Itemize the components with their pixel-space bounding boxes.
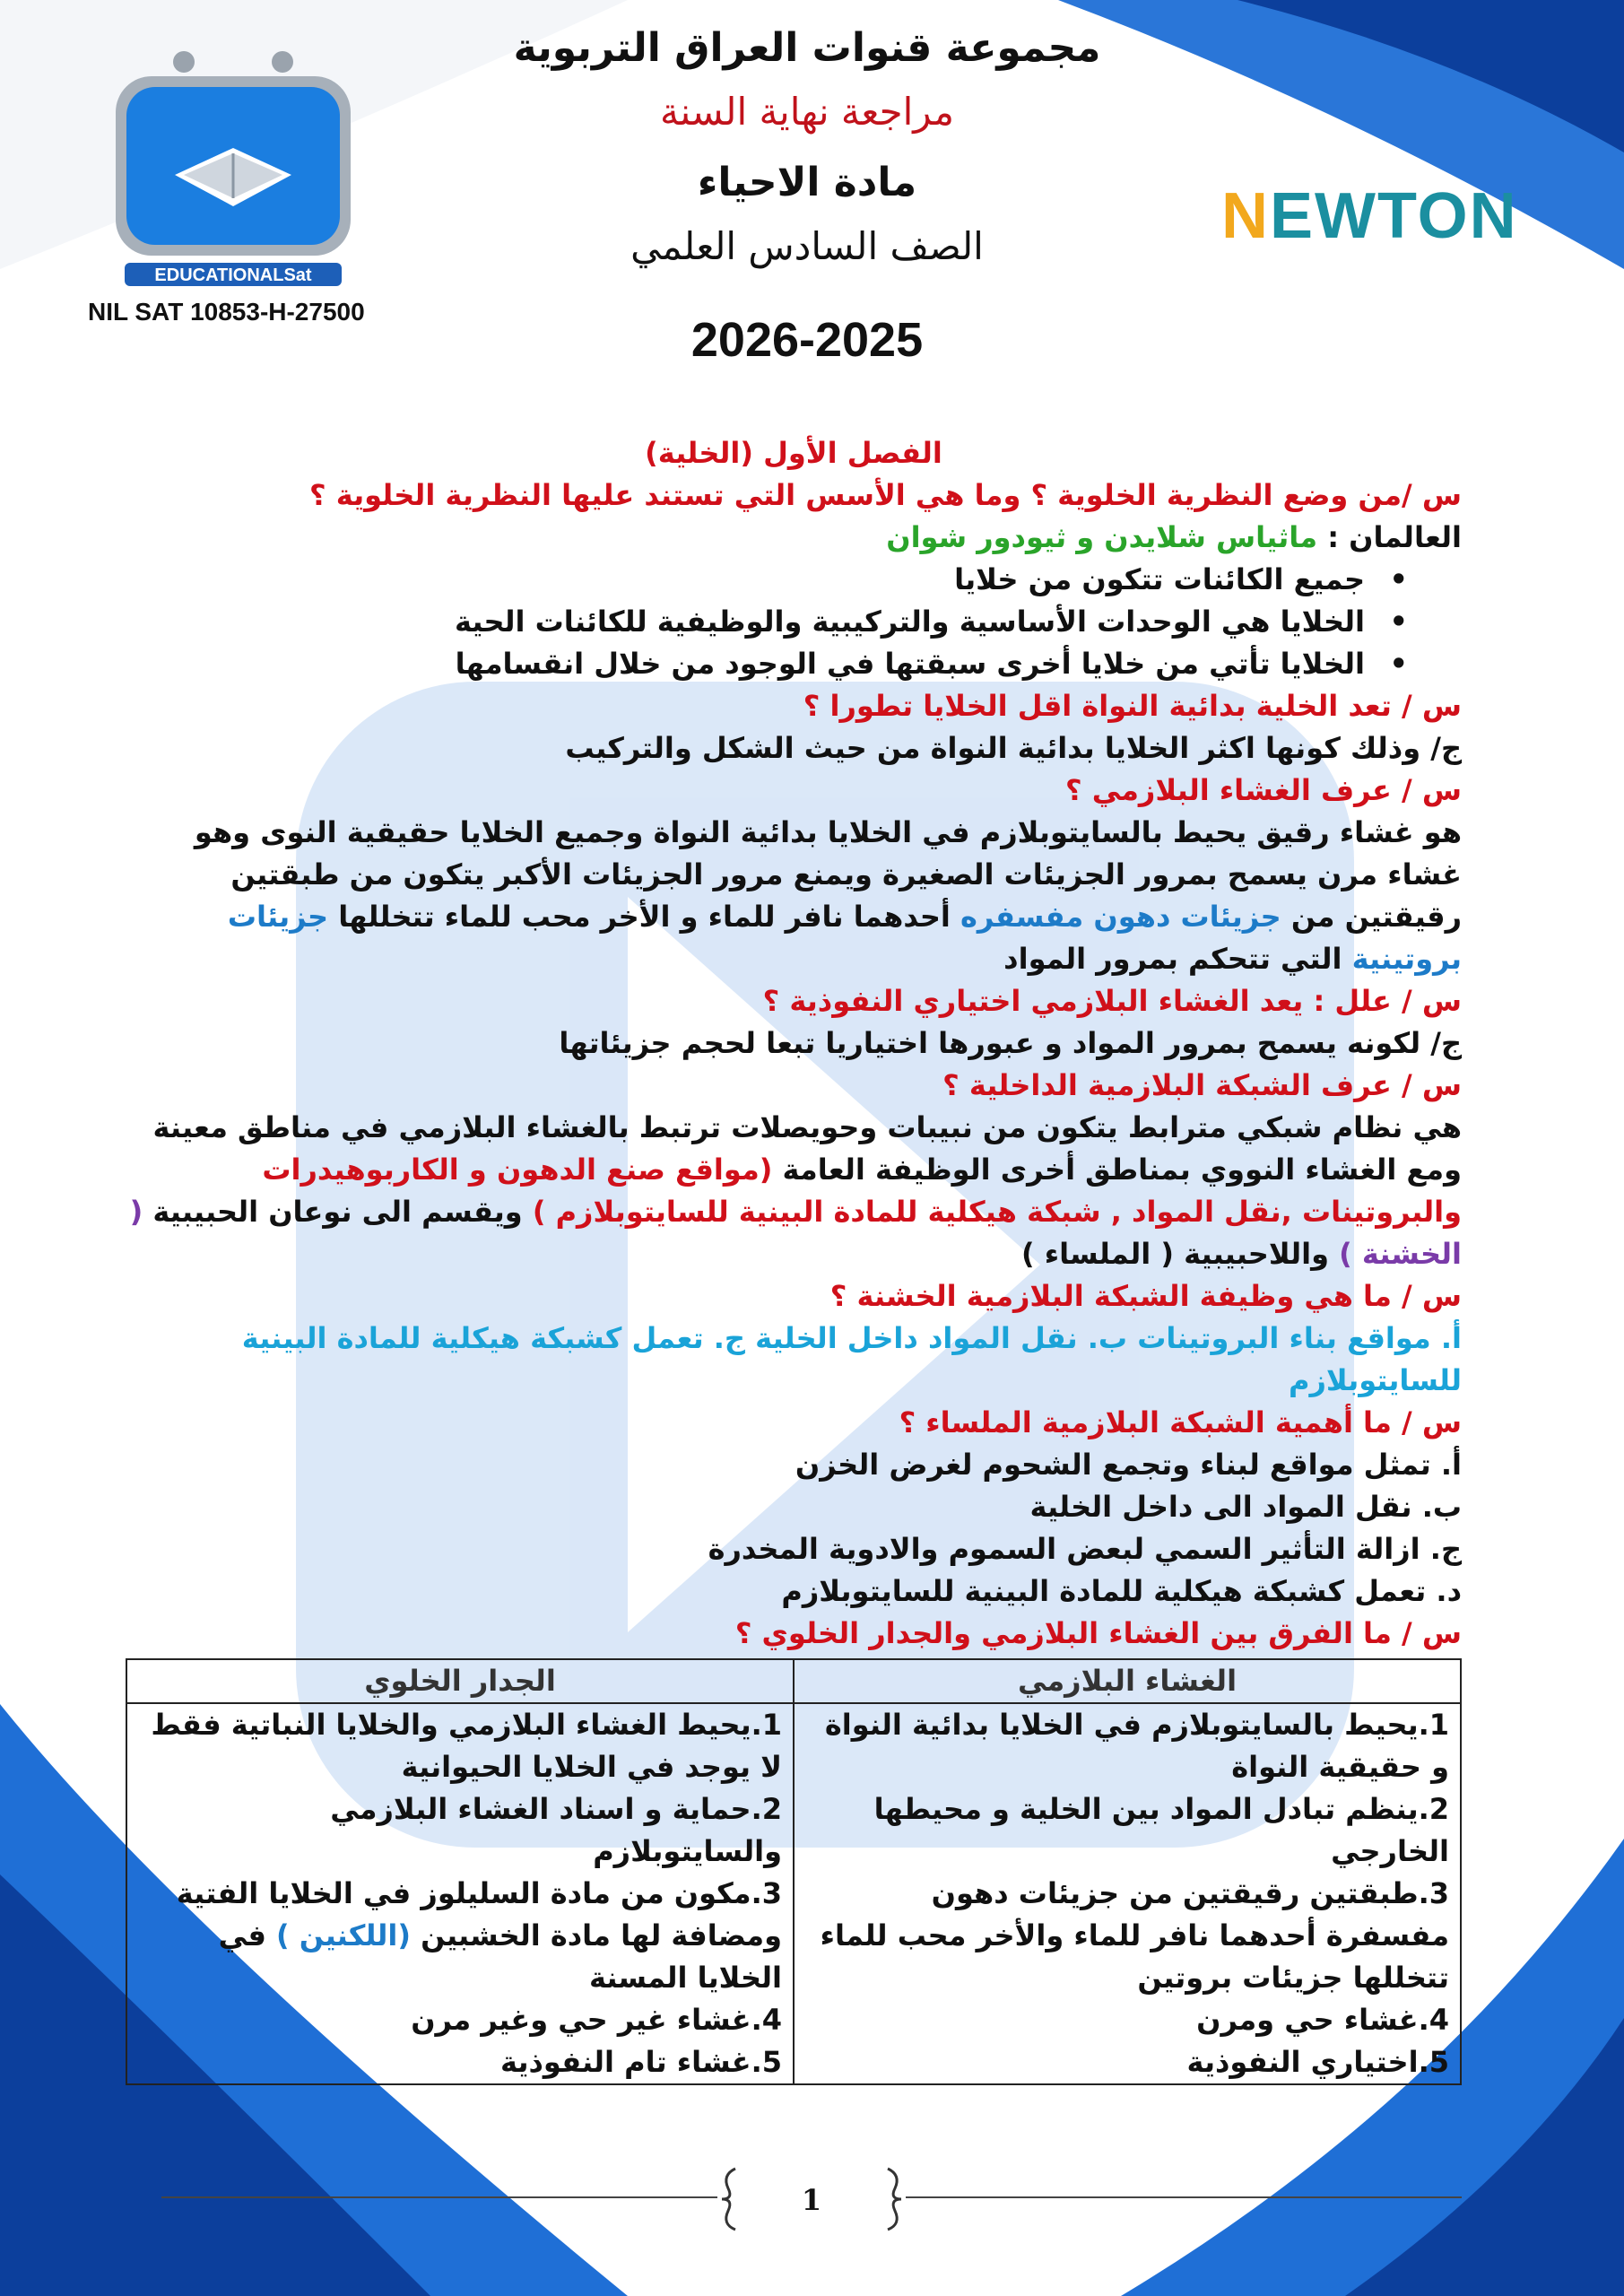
membrane-cell [794, 1703, 1461, 2084]
wall-item: 1.يحيط الغشاء البلازمي والخلايا النباتية فقط لا يوجد في الخلايا الحيوانية [151, 1708, 782, 1784]
wall-item-3-highlight: (اللكنين ) [276, 1918, 411, 1952]
header-grade: الصف السادس العلمي [630, 224, 984, 268]
page-number: 1 [801, 2183, 822, 2217]
page-header [0, 0, 1624, 377]
answer-3-text-3: التي تتحكم بمرور المواد [1003, 942, 1342, 976]
answer-1 [126, 517, 1462, 559]
wall-item: 4.غشاء غير حي وغير مرن [411, 2003, 782, 2037]
header-subject: مادة الاحياء [697, 160, 917, 205]
answer-7-item: ج. ازالة التأثير السمي لبعض السموم والادوية المخدرة [708, 1532, 1462, 1566]
comparison-table [126, 1658, 1462, 2085]
newton-logo-n: N [1221, 180, 1270, 252]
question-5: س / عرف الشبكة البلازمية الداخلية ؟ [942, 1068, 1462, 1102]
table-header-row [126, 1659, 1461, 1703]
answer-5-text-2: ويقسم الى نوعان الحبيبية [152, 1195, 523, 1229]
answer-5-highlight-red: (مواقع صنع الدهون و الكاربوهيدرات والبروتينات ,نقل المواد , شبكة هيكلية للمادة البينية للسايتوبلازم ) [262, 1152, 1462, 1229]
answer-6: أ. مواقع بناء البروتينات ب. نقل المواد داخل الخلية ج. تعمل كشبكة هيكلية للمادة البينية للسايتوبلازم [241, 1321, 1462, 1397]
wall-item [138, 1873, 782, 1999]
question-3: س / عرف الغشاء البلازمي ؟ [1065, 773, 1462, 807]
header-year: 2026-2025 [690, 313, 924, 367]
wall-cell [126, 1703, 794, 2084]
answer-5-text-3: واللاحبيبية ( الملساء ) [1021, 1237, 1330, 1271]
page-content [126, 432, 1462, 2085]
list-item: • جميع الكائنات تتكون من خلايا [126, 559, 1408, 601]
table-row [126, 1703, 1461, 2084]
answer-1-label: العالمان : [1327, 520, 1462, 554]
answer-5 [126, 1107, 1462, 1275]
wall-item-3-text-2: في الخلايا المسنة [218, 1918, 782, 1995]
question-4: س / علل : يعد الغشاء البلازمي اختياري النفوذية ؟ [762, 984, 1462, 1018]
membrane-item: 2.ينظم تبادل المواد بين الخلية و محيطها الخارجي [873, 1792, 1449, 1868]
answer-7-item: ب. نقل المواد الى داخل الخلية [1029, 1490, 1462, 1524]
answer-5-highlight-purple: ( الخشنة ) [129, 1195, 1462, 1271]
header-subtitle: مراجعة نهاية السنة [660, 90, 954, 134]
answer-3 [126, 812, 1462, 980]
membrane-item: 3.طبقتين رقيقتين من جزيئات دهون مفسفرة أحدهما نافر للماء والأخر محب للماء تتخللها جزيئات بروتين [820, 1876, 1449, 1995]
answer-5-text-1: هي نظام شبكي مترابط يتكون من نبيبات وحويصلات ترتبط بالغشاء البلازمي في مناطق معينة ومع الغشاء النووي بمناطق أخرى الوظيفة العامة [152, 1110, 1462, 1187]
educational-sat-logo [112, 49, 354, 291]
answer-3-text-2: أحدهما نافر للماء و الأخر محب للماء تتخللها [338, 900, 951, 934]
answer-3-highlight-2: جزيئات بروتينية [227, 900, 1462, 976]
list-item: • الخلايا هي الوحدات الأساسية والتركيبية والوظيفية للكائنات الحية [126, 601, 1408, 643]
answer-7-item: د. تعمل كشبكة هيكلية للمادة البينية للسايتوبلازم [781, 1574, 1462, 1608]
question-7: س / ما أهمية الشبكة البلازمية الملساء ؟ [899, 1405, 1462, 1439]
question-2: س / تعد الخلية بدائية النواة اقل الخلايا تطورا ؟ [803, 689, 1462, 723]
answer-4: ج/ لكونه يسمح بمرور المواد و عبورها اختياريا تبعا لحجم جزيئاتها [559, 1026, 1462, 1060]
table-header-wall: الجدار الخلوي [126, 1659, 794, 1703]
answer-3-highlight-1: جزيئات دهون مفسفره [960, 900, 1281, 934]
question-8: س / ما الفرق بين الغشاء البلازمي والجدار الخلوي ؟ [734, 1616, 1462, 1650]
chapter-title: الفصل الأول (الخلية) [645, 436, 942, 470]
header-title: مجموعة قنوات العراق التربوية [513, 25, 1101, 71]
wall-item-3-text-1: 3.مكون من مادة السليلوز في الخلايا الفتية ومضافة لها مادة الخشبين [176, 1876, 782, 1952]
table-header-membrane: الغشاء البلازمي [794, 1659, 1461, 1703]
educational-brand-text: EDUCATIONALSat [154, 265, 312, 285]
answer-1-names: ماثياس شلايدن و ثيودور شوان [886, 520, 1318, 554]
cell-theory-list [126, 559, 1462, 685]
wall-item: 2.حماية و اسناد الغشاء البلازمي والسايتوبلازم [330, 1792, 782, 1868]
question-6: س / ما هي وظيفة الشبكة البلازمية الخشنة ؟ [829, 1279, 1462, 1313]
membrane-item: 5.اختياري النفوذية [1186, 2045, 1449, 2079]
nilsat-frequency: NIL SAT 10853-H-27500 [88, 298, 365, 326]
list-item: • الخلايا تأتي من خلايا أخرى سبقتها في الوجود من خلال انقسامها [126, 643, 1408, 685]
question-1: س /من وضع النظرية الخلوية ؟ وما هي الأسس التي تستند عليها النظرية الخلوية ؟ [308, 478, 1462, 512]
newton-logo [1221, 179, 1518, 253]
membrane-item: 1.يحيط بالسايتوبلازم في الخلايا بدائية النواة و حقيقية النواة [824, 1708, 1449, 1784]
membrane-item: 4.غشاء حي ومرن [1196, 2003, 1449, 2037]
answer-7-item: أ. تمثل مواقع لبناء وتجمع الشحوم لغرض الخزن [795, 1448, 1462, 1482]
answer-3-text-1: هو غشاء رقيق يحيط بالسايتوبلازم في الخلايا بدائية النواة وجميع الخلايا حقيقية النوى وهو غشاء مرن يسمح بمرور الجزيئات الصغيرة ويمنع مرور الجزيئات الأكبر يتكون من طبقتين رقيقتين من [194, 815, 1462, 934]
newton-logo-rest: EWTON [1270, 180, 1518, 252]
wall-item: 5.غشاء تام النفوذية [500, 2045, 782, 2079]
answer-2: ج/ وذلك كونها اكثر الخلايا بدائية النواة من حيث الشكل والتركيب [565, 731, 1462, 765]
